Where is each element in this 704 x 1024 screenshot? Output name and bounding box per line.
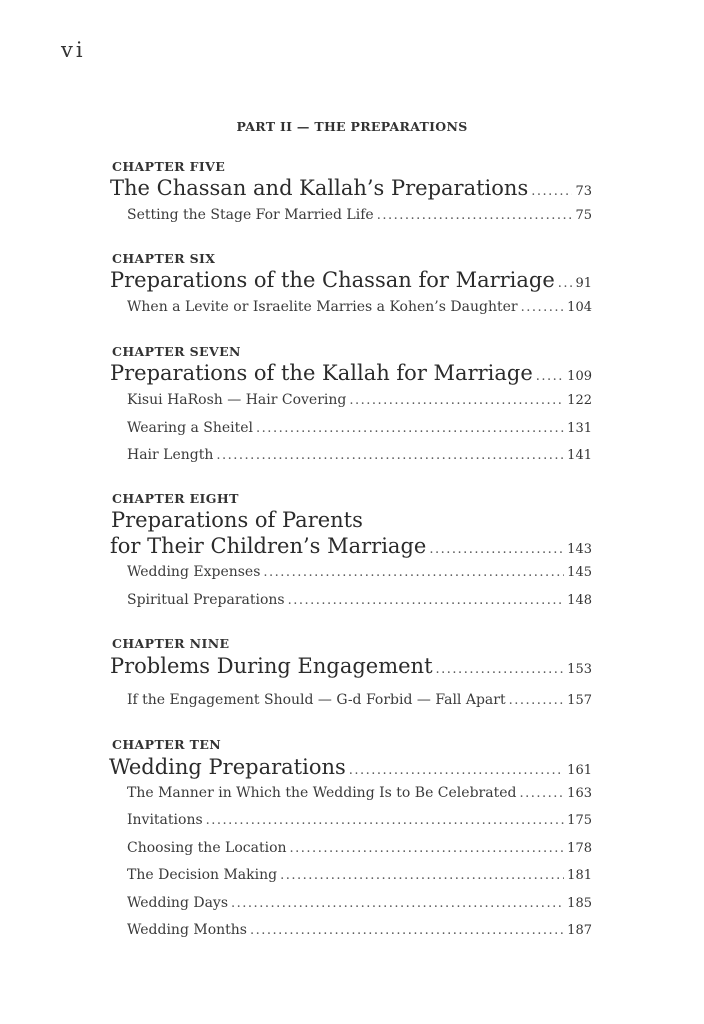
dot-leader <box>216 448 564 463</box>
toc-entry[interactable] <box>127 692 592 708</box>
chapter-title-row[interactable] <box>110 534 592 558</box>
dot-leader <box>558 276 573 291</box>
dot-leader <box>349 393 564 408</box>
chapter-title: Wedding Preparations <box>109 755 346 779</box>
page-ref: 157 <box>567 693 592 708</box>
chapter-title: for Their Children’s Marriage <box>110 534 427 558</box>
page-ref: 73 <box>575 184 592 199</box>
page-ref: 109 <box>567 369 592 384</box>
chapter-label: CHAPTER EIGHT <box>112 491 239 506</box>
chapter-label: CHAPTER NINE <box>112 636 230 651</box>
chapter-label: CHAPTER SIX <box>112 251 216 266</box>
chapter-title-row[interactable] <box>110 361 592 385</box>
dot-leader <box>509 693 565 708</box>
entry-title: Wedding Expenses <box>127 564 261 580</box>
page-ref: 178 <box>567 841 592 856</box>
chapter-label: CHAPTER TEN <box>112 737 222 752</box>
page-ref: 161 <box>567 763 592 778</box>
entry-title: Wedding Months <box>127 922 247 938</box>
chapter-title: Problems During Engagement <box>110 654 433 678</box>
dot-leader <box>231 896 564 911</box>
page-ref: 143 <box>567 542 592 557</box>
page-number: vi <box>61 38 86 62</box>
dot-leader <box>250 923 564 938</box>
toc-entry[interactable] <box>127 867 592 883</box>
page-ref: 163 <box>567 786 592 801</box>
toc-entry[interactable] <box>127 447 592 463</box>
page-ref: 175 <box>567 813 592 828</box>
dot-leader <box>531 184 572 199</box>
dot-leader <box>290 841 565 856</box>
page-ref: 185 <box>567 896 592 911</box>
toc-entry[interactable] <box>127 592 592 608</box>
chapter-title-row[interactable] <box>110 176 592 200</box>
page-ref: 91 <box>575 276 592 291</box>
dot-leader <box>436 662 565 677</box>
entry-title: Kisui HaRosh — Hair Covering <box>127 392 347 408</box>
chapter-title: Preparations of the Chassan for Marriage <box>110 268 555 292</box>
entry-title: Spiritual Preparations <box>127 592 285 608</box>
entry-title: Choosing the Location <box>127 840 287 856</box>
chapter-label: CHAPTER FIVE <box>112 159 226 174</box>
entry-title: The Manner in Which the Wedding Is to Be Celebrated <box>127 785 517 801</box>
page-ref: 141 <box>567 448 592 463</box>
part-heading: PART II — THE PREPARATIONS <box>236 119 468 134</box>
chapter-title-row[interactable] <box>109 755 592 779</box>
chapter-title-line1: Preparations of Parents <box>111 508 363 532</box>
toc-entry[interactable] <box>127 207 592 223</box>
dot-leader <box>288 593 565 608</box>
page-ref: 148 <box>567 593 592 608</box>
dot-leader <box>521 300 565 315</box>
page-ref: 131 <box>567 421 592 436</box>
chapter-label: CHAPTER SEVEN <box>112 344 241 359</box>
dot-leader <box>377 208 573 223</box>
chapter-title: Preparations of the Kallah for Marriage <box>110 361 533 385</box>
toc-entry[interactable] <box>127 392 592 408</box>
page-ref: 122 <box>567 393 592 408</box>
dot-leader <box>429 542 564 557</box>
entry-title: Wedding Days <box>127 895 229 911</box>
toc-entry[interactable] <box>127 922 592 938</box>
dot-leader <box>536 369 564 384</box>
page-ref: 145 <box>567 565 592 580</box>
entry-title: Invitations <box>127 812 203 828</box>
entry-title: Setting the Stage For Married Life <box>127 207 374 223</box>
toc-entry[interactable] <box>127 895 592 911</box>
dot-leader <box>519 786 564 801</box>
chapter-title-row[interactable] <box>110 268 592 292</box>
page-ref: 75 <box>575 208 592 223</box>
toc-entry[interactable] <box>127 564 592 580</box>
entry-title: The Decision Making <box>127 867 278 883</box>
dot-leader <box>280 868 564 883</box>
page-ref: 153 <box>567 662 592 677</box>
chapter-title: The Chassan and Kallah’s Preparations <box>110 176 529 200</box>
dot-leader <box>263 565 564 580</box>
entry-title: Wearing a Sheitel <box>127 420 254 436</box>
toc-entry[interactable] <box>127 785 592 801</box>
entry-title: When a Levite or Israelite Marries a Kohen’s Daughter <box>127 299 518 315</box>
toc-entry[interactable] <box>127 299 592 315</box>
toc-entry[interactable] <box>127 840 592 856</box>
entry-title: Hair Length <box>127 447 214 463</box>
page-ref: 181 <box>567 868 592 883</box>
dot-leader <box>349 763 564 778</box>
toc-entry[interactable] <box>127 812 592 828</box>
dot-leader <box>256 421 564 436</box>
chapter-title-row[interactable] <box>110 654 592 678</box>
page-ref: 104 <box>567 300 592 315</box>
dot-leader <box>206 813 565 828</box>
toc-entry[interactable] <box>127 420 592 436</box>
page-ref: 187 <box>567 923 592 938</box>
entry-title: If the Engagement Should — G-d Forbid — Fall Apart <box>127 692 506 708</box>
